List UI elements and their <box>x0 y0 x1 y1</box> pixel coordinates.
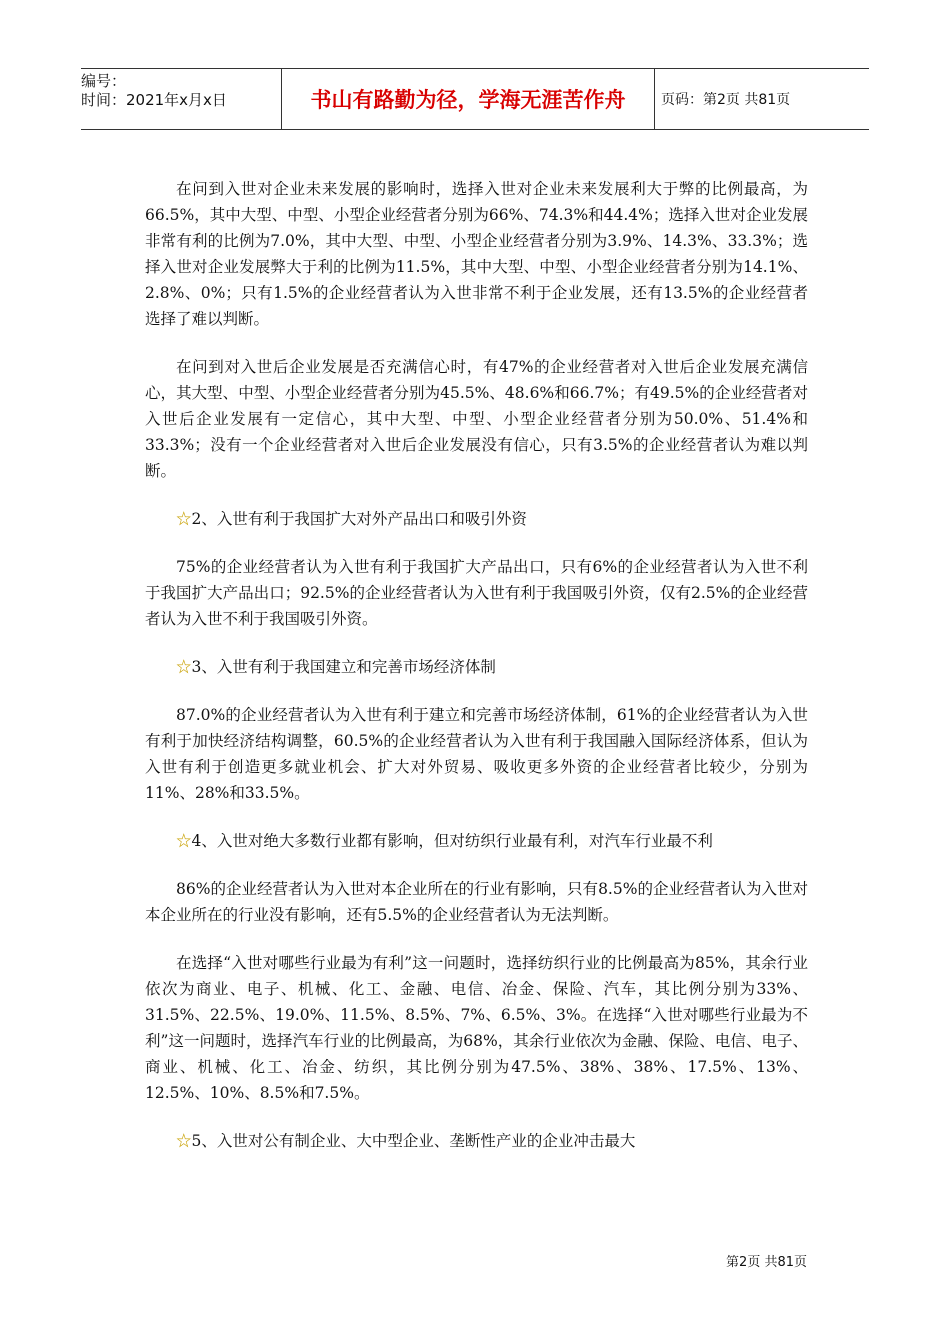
star-icon: ☆ <box>176 832 192 850</box>
section-heading: ☆4、入世对绝大多数行业都有影响，但对纺织行业最有利，对汽车行业最不利 <box>176 832 713 850</box>
document-date: 时间：2021年x月x日 <box>81 91 227 109</box>
header-page-info: 页码：第2页 共81页 <box>661 92 791 108</box>
document-body <box>145 176 808 1154</box>
section-heading: ☆2、入世有利于我国扩大对外产品出口和吸引外资 <box>176 510 527 528</box>
paragraph: 86%的企业经营者认为入世对本企业所在的行业有影响，只有8.5%的企业经营者认为入世对本企业所在的行业没有影响，还有5.5%的企业经营者认为无法判断。 <box>145 880 808 924</box>
page-header <box>81 68 869 130</box>
header-motto: 书山有路勤为径，学海无涯苦作舟 <box>282 69 655 129</box>
page-footer: 第2页 共81页 <box>726 1255 807 1270</box>
paragraph: 在问到对入世后企业发展是否充满信心时，有47%的企业经营者对入世后企业发展充满信心，其大型、中型、小型企业经营者分别为45.5%、48.6%和66.7%；有49.5%的企业经营者对入世后企业发展有一定信心，其中大型、中型、小型企业经营者分别为50.0%、51.4%和33.3%；没有一个企业经营者对入世后企业发展没有信心，只有3.5%的企业经营者认为难以判断。 <box>145 358 808 480</box>
star-icon: ☆ <box>176 510 192 528</box>
paragraph: 在选择“入世对哪些行业最为有利”这一问题时，选择纺织行业的比例最高为85%，其余行业依次为商业、电子、机械、化工、金融、电信、冶金、保险、汽车，其比例分别为33%、31.5%、22.5%、19.0%、11.5%、8.5%、7%、6.5%、3%。在选择“入世对哪些行业最为不利”这一问题时，选择汽车行业的比例最高，为68%，其余行业依次为金融、保险、电信、电子、商业、机械、化工、冶金、纺织，其比例分别为47.5%、38%、38%、17.5%、13%、12.5%、10%、8.5%和7.5%。 <box>145 954 808 1102</box>
paragraph: 在问到入世对企业未来发展的影响时，选择入世对企业未来发展利大于弊的比例最高，为66.5%，其中大型、中型、小型企业经营者分别为66%、74.3%和44.4%；选择入世对企业发展非常有利的比例为7.0%，其中大型、中型、小型企业经营者分别为3.9%、14.3%、33.3%；选择入世对企业发展弊大于利的比例为11.5%，其中大型、中型、小型企业经营者分别为14.1%、2.8%、0%；只有1.5%的企业经营者认为入世非常不利于企业发展，还有13.5%的企业经营者选择了难以判断。 <box>145 180 808 328</box>
star-icon: ☆ <box>176 1132 192 1150</box>
header-meta <box>81 69 282 129</box>
paragraph: 75%的企业经营者认为入世有利于我国扩大产品出口，只有6%的企业经营者认为入世不利于我国扩大产品出口；92.5%的企业经营者认为入世有利于我国吸引外资，仅有2.5%的企业经营者认为入世不利于我国吸引外资。 <box>145 558 808 628</box>
star-icon: ☆ <box>176 658 192 676</box>
section-heading: ☆3、入世有利于我国建立和完善市场经济体制 <box>176 658 496 676</box>
paragraph: 87.0%的企业经营者认为入世有利于建立和完善市场经济体制，61%的企业经营者认为入世有利于加快经济结构调整，60.5%的企业经营者认为入世有利于我国融入国际经济体系，但认为入世有利于创造更多就业机会、扩大对外贸易、吸收更多外资的企业经营者比较少，分别为11%、28%和33.5%。 <box>145 706 808 802</box>
section-heading: ☆5、入世对公有制企业、大中型企业、垄断性产业的企业冲击最大 <box>176 1132 636 1150</box>
document-number-label: 编号： <box>81 72 127 90</box>
